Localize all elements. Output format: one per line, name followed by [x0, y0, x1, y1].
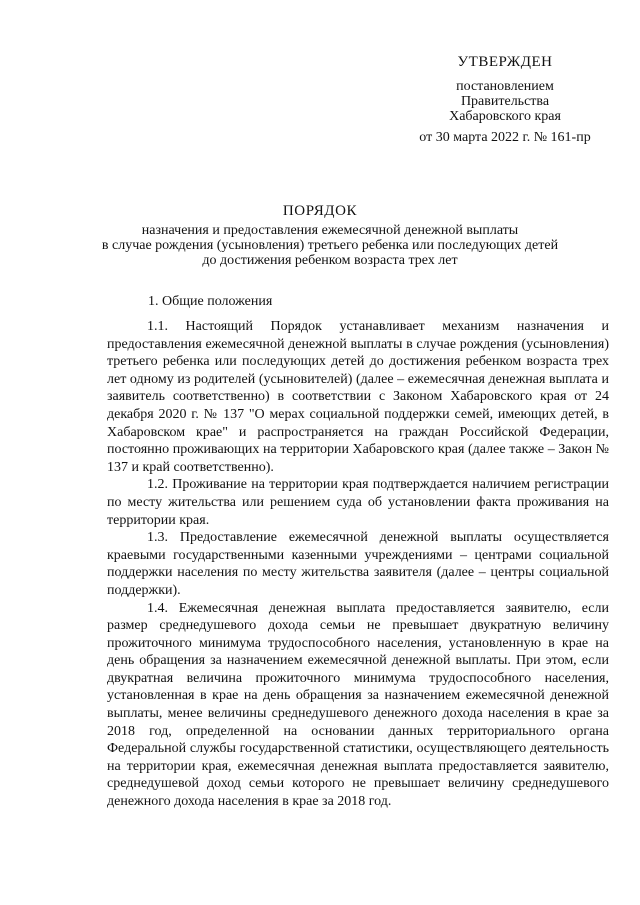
subtitle-line: в случае рождения (усыновления) третьего ребенка или последующих детей	[101, 238, 559, 253]
section-heading: 1. Общие положения	[148, 294, 273, 309]
paragraph-1-4: 1.4. Ежемесячная денежная выплата предоставляется заявителю, если размер среднедушевого дохода семьи не превышает двукратную величину прожиточного минимума трудоспособного населения, установленную в крае на день обращения за назначением ежемесячной денежной выплаты. При этом, если двукратная величина прожиточного минимума трудоспособного населения, установленная в крае на день обращения за назначением ежемесячной денежной выплаты, менее величины среднедушевого денежного дохода населения в крае за 2018 год, определенной на основании данных территориального органа Федеральной службы государственной статистики, осуществляющего деятельность на территории края, ежемесячная денежная выплата предоставляется заявителю, среднедушевой доход семьи которого не превышает величину среднедушевого денежного дохода населения в крае за 2018 год.	[107, 600, 609, 810]
subtitle-line: назначения и предоставления ежемесячной денежной выплаты	[141, 223, 519, 238]
subtitle-line: до достижения ребенком возраста трех лет	[202, 253, 458, 268]
approval-stamp	[400, 55, 610, 145]
document-subtitle	[80, 223, 580, 268]
paragraph-1-2: 1.2. Проживание на территории края подтверждается наличием регистрации по месту жительства или решением суда об установлении факта проживания на территории края.	[107, 477, 609, 528]
paragraph-1-1: 1.1. Настоящий Порядок устанавливает механизм назначения и предоставления ежемесячной денежной выплаты в случае рождения (усыновления) третьего ребенка или последующих детей до достижения ребенком возраста трех лет одному из родителей (усыновителей) (далее – ежемесячная денежная выплата и заявитель соответственно) в соответствии с Законом Хабаровского края от 24 декабря 2020 г. № 137 "О мерах социальной поддержки семей, имеющих детей, в Хабаровском крае" и распространяется на граждан Российской Федерации, постоянно проживающих на территории Хабаровского края (далее также – Закон № 137 и край соответственно).	[107, 319, 609, 475]
approval-date: от 30 марта 2022 г. № 161-пр	[419, 130, 591, 145]
document-body	[107, 318, 609, 811]
approved-title: УТВЕРЖДЕН	[457, 54, 553, 70]
approval-line-government: Правительства	[460, 94, 550, 109]
approval-line-region: Хабаровского края	[449, 109, 561, 124]
document-title: ПОРЯДОК	[282, 203, 358, 219]
approval-line-resolution: постановлением	[456, 79, 554, 94]
paragraph-1-3: 1.3. Предоставление ежемесячной денежной выплаты осуществляется краевыми государственными казенными учреждениями – центрами социальной поддержки населения по месту жительства заявителя (далее – центры социальной поддержки).	[107, 530, 609, 598]
